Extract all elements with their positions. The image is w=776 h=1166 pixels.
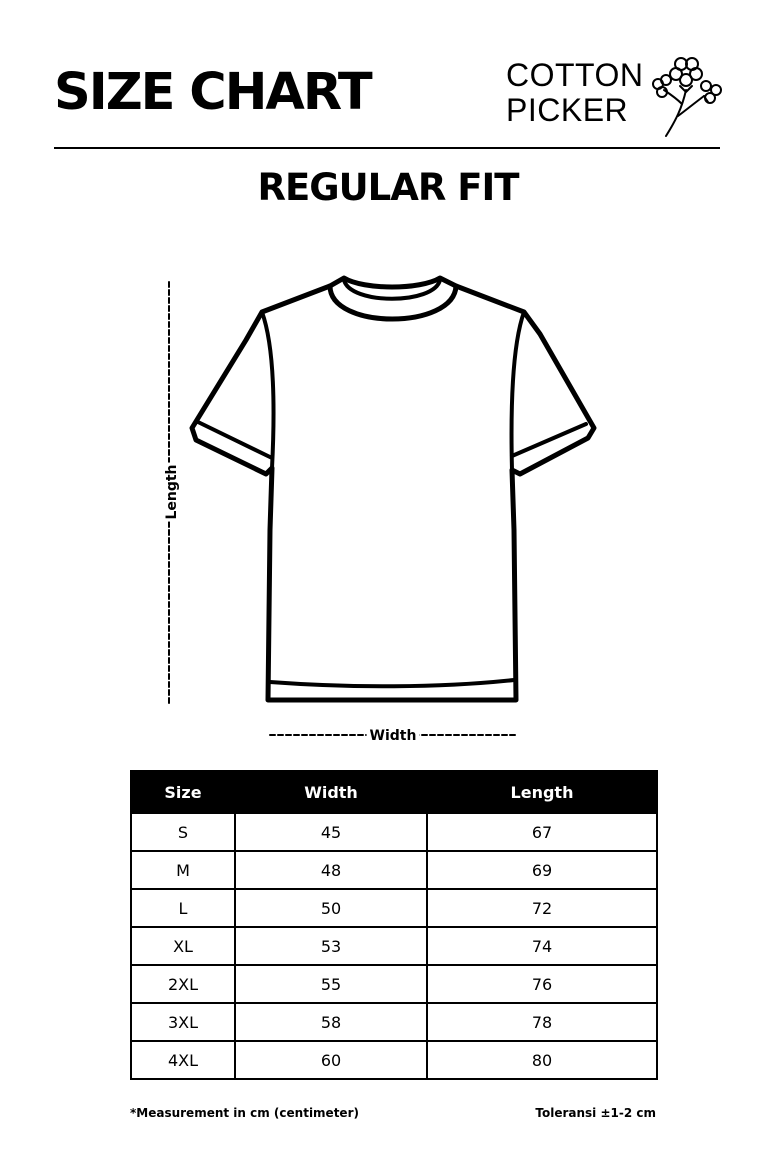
- brand-line-1: COTTON: [506, 57, 644, 93]
- size-cell: L: [131, 889, 235, 927]
- width-cell: 53: [235, 927, 427, 965]
- table-row: [131, 927, 657, 965]
- size-cell: M: [131, 851, 235, 889]
- size-table: [130, 770, 658, 1080]
- table-row: [131, 965, 657, 1003]
- width-cell: 45: [235, 813, 427, 851]
- length-cell: 80: [427, 1041, 657, 1079]
- width-cell: 50: [235, 889, 427, 927]
- width-cell: 55: [235, 965, 427, 1003]
- table-header-row: [131, 771, 657, 813]
- length-cell: 72: [427, 889, 657, 927]
- page-title: SIZE CHART: [54, 63, 371, 122]
- table-row: [131, 1041, 657, 1079]
- brand-line-2: PICKER: [506, 92, 629, 128]
- cotton-flower-icon: [648, 50, 724, 140]
- brand-logo-text: [506, 58, 644, 128]
- length-cell: 74: [427, 927, 657, 965]
- header-divider: [54, 147, 720, 149]
- column-header-size: Size: [131, 771, 235, 813]
- size-cell: 4XL: [131, 1041, 235, 1079]
- size-cell: S: [131, 813, 235, 851]
- length-label: Length: [164, 464, 180, 520]
- length-cell: 78: [427, 1003, 657, 1041]
- size-cell: XL: [131, 927, 235, 965]
- table-row: [131, 889, 657, 927]
- column-header-width: Width: [235, 771, 427, 813]
- length-cell: 69: [427, 851, 657, 889]
- width-label: Width: [367, 728, 420, 744]
- tolerance-note: Toleransi ±1-2 cm: [535, 1106, 656, 1120]
- measurement-note: *Measurement in cm (centimeter): [130, 1106, 359, 1120]
- width-cell: 48: [235, 851, 427, 889]
- table-row: [131, 813, 657, 851]
- length-cell: 67: [427, 813, 657, 851]
- fit-title: REGULAR FIT: [257, 166, 519, 209]
- width-cell: 60: [235, 1041, 427, 1079]
- table-row: [131, 1003, 657, 1041]
- table-row: [131, 851, 657, 889]
- width-cell: 58: [235, 1003, 427, 1041]
- column-header-length: Length: [427, 771, 657, 813]
- size-cell: 3XL: [131, 1003, 235, 1041]
- tshirt-outline-icon: [150, 255, 620, 755]
- size-cell: 2XL: [131, 965, 235, 1003]
- length-cell: 76: [427, 965, 657, 1003]
